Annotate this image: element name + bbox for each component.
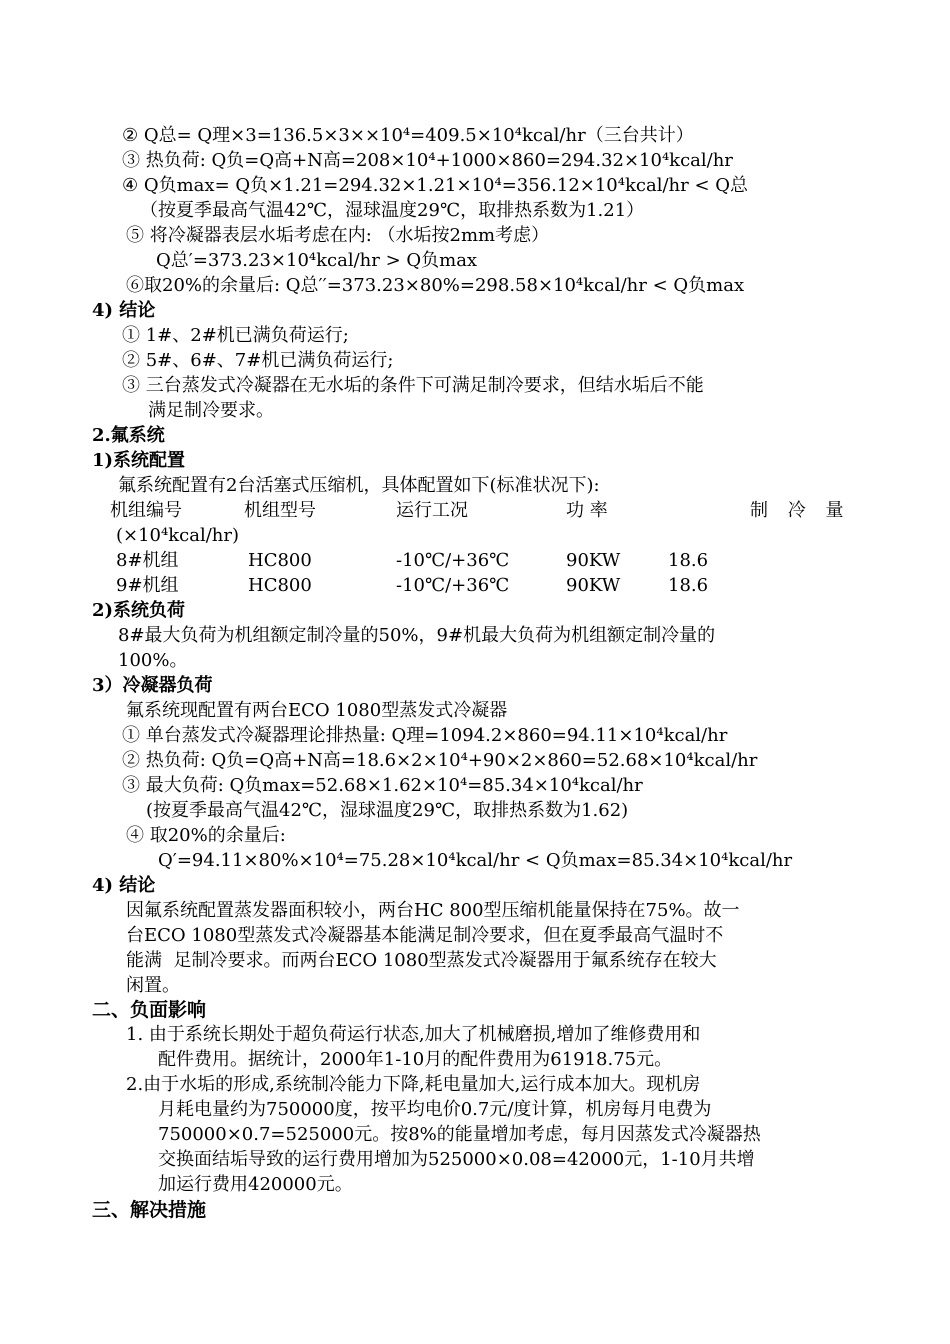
text-line: 月耗电量约为750000度，按平均电价0.7元/度计算，机房每月电费为 (158, 1099, 712, 1120)
section-heading: 4) 结论 (92, 875, 156, 896)
text-line: (×10⁴kcal/hr) (116, 525, 239, 546)
text-line: 100%。 (118, 650, 188, 671)
table-header: 机组型号 (244, 500, 316, 521)
text-line: Q总′=373.23×10⁴kcal/hr > Q负max (156, 250, 478, 271)
text-line: ③ 三台蒸发式冷凝器在无水垢的条件下可满足制冷要求，但结水垢后不能 (122, 375, 704, 396)
section-heading: 三、解决措施 (92, 1199, 207, 1221)
section-heading: 2.氟系统 (92, 425, 165, 446)
table-cell: HC800 (248, 575, 312, 596)
text-line: 氟系统现配置有两台ECO 1080型蒸发式冷凝器 (126, 700, 508, 721)
text-line: 8#最大负荷为机组额定制冷量的50%，9#机最大负荷为机组额定制冷量的 (118, 625, 716, 646)
text-line: 氟系统配置有2台活塞式压缩机，具体配置如下(标准状况下): (118, 475, 600, 496)
text-line: 加运行费用420000元。 (158, 1174, 353, 1195)
text-line: 能满 足制冷要求。而两台ECO 1080型蒸发式冷凝器用于氟系统存在较大 (126, 950, 717, 971)
table-cell: 90KW (566, 575, 621, 596)
table-header: 功 率 (566, 500, 608, 521)
table-cell: HC800 (248, 550, 312, 571)
text-line: 交换面结垢导致的运行费用增加为525000×0.08=42000元，1-10月共增 (158, 1149, 755, 1170)
table-header: 运行工况 (396, 500, 468, 521)
text-line: Q′=94.11×80%×10⁴=75.28×10⁴kcal/hr < Q负max=85.34×10⁴kcal/hr (158, 850, 793, 871)
section-heading: 4) 结论 (92, 300, 156, 321)
text-line: ② 热负荷: Q负=Q高+N高=18.6×2×10⁴+90×2×860=52.68×10⁴kcal/hr (122, 750, 758, 771)
table-cell: 90KW (566, 550, 621, 571)
text-line: 闲置。 (126, 975, 180, 996)
text-line: 750000×0.7=525000元。按8%的能量增加考虑，每月因蒸发式冷凝器热 (158, 1124, 761, 1145)
text-line: ③ 最大负荷: Q负max=52.68×1.62×10⁴=85.34×10⁴kcal/hr (122, 775, 643, 796)
text-line: 台ECO 1080型蒸发式冷凝器基本能满足制冷要求，但在夏季最高气温时不 (126, 925, 724, 946)
section-heading: 3）冷凝器负荷 (92, 675, 213, 696)
text-line: 配件费用。据统计，2000年1-10月的配件费用为61918.75元。 (158, 1049, 673, 1070)
table-header: 机组编号 (110, 500, 182, 521)
text-line: (按夏季最高气温42℃，湿球温度29℃，取排热系数为1.62) (146, 800, 629, 821)
text-line: 因氟系统配置蒸发器面积较小，两台HC 800型压缩机能量保持在75%。故一 (126, 900, 740, 921)
table-header: 制 冷 量 (750, 500, 844, 521)
table-cell: 8#机组 (116, 550, 179, 571)
text-line: ① 1#、2#机已满负荷运行; (122, 325, 349, 346)
text-line: ④ 取20%的余量后: (126, 825, 286, 846)
section-heading: 2)系统负荷 (92, 600, 186, 621)
text-line: ② Q总= Q理×3=136.5×3××10⁴=409.5×10⁴kcal/hr（三台共计） (122, 125, 694, 146)
text-line: （按夏季最高气温42℃，湿球温度29℃，取排热系数为1.21） (140, 200, 645, 221)
text-line: ③ 热负荷: Q负=Q高+N高=208×10⁴+1000×860=294.32×10⁴kcal/hr (122, 150, 733, 171)
text-line: ⑤ 将冷凝器表层水垢考虑在内: （水垢按2mm考虑） (126, 225, 550, 246)
table-cell: 9#机组 (116, 575, 179, 596)
text-line: 满足制冷要求。 (148, 400, 274, 421)
table-cell: 18.6 (668, 550, 709, 571)
table-cell: -10℃/+36℃ (396, 575, 510, 596)
section-heading: 二、负面影响 (92, 999, 207, 1021)
text-line: 1. 由于系统长期处于超负荷运行状态,加大了机械磨损,增加了维修费用和 (126, 1024, 701, 1045)
text-line: ④ Q负max= Q负×1.21=294.32×1.21×10⁴=356.12×10⁴kcal/hr < Q总 (122, 175, 749, 196)
text-line: 2.由于水垢的形成,系统制冷能力下降,耗电量加大,运行成本加大。现机房 (126, 1074, 701, 1095)
text-line: ① 单台蒸发式冷凝器理论排热量: Q理=1094.2×860=94.11×10⁴kcal/hr (122, 725, 728, 746)
table-cell: 18.6 (668, 575, 709, 596)
text-line: ② 5#、6#、7#机已满负荷运行; (122, 350, 394, 371)
table-cell: -10℃/+36℃ (396, 550, 510, 571)
section-heading: 1)系统配置 (92, 450, 186, 471)
text-line: ⑥取20%的余量后: Q总′′=373.23×80%=298.58×10⁴kcal/hr < Q负max (126, 275, 745, 296)
